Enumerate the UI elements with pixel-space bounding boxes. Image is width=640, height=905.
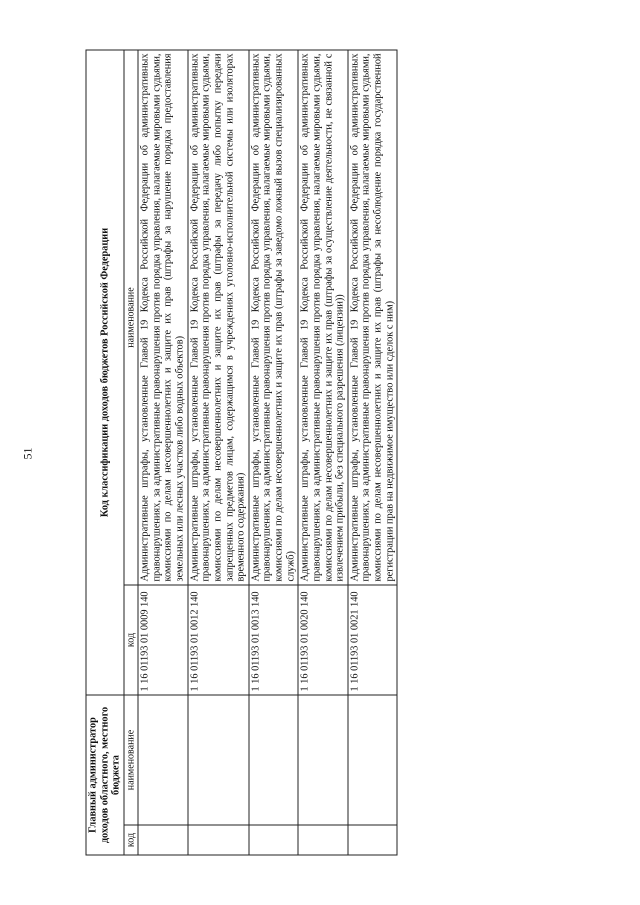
admin-name-cell [138, 695, 188, 825]
class-name-header: наименование [123, 50, 137, 585]
admin-group-header: Главный администратор доходов областного, местного бюджета [86, 695, 124, 855]
classification-name-cell: Административные штрафы, установленные Главой 19 Кодекса Российской Федерации об административных правонарушениях, за административные правонарушения против порядка управления, налагаемые мировыми судьями, комиссиями по делам несовершеннолетних и защите их прав (штрафы за несоблюдение порядка государственной регистрации прав на недвижимое имущество или сделок с ним) [347, 50, 397, 585]
admin-code-cell [138, 825, 188, 855]
admin-code-cell [347, 825, 397, 855]
table-row [298, 50, 348, 855]
classification-name-cell: Административные штрафы, установленные Главой 19 Кодекса Российской Федерации об административных правонарушениях, за административные правонарушения против порядка управления, налагаемые мировыми судьями, комиссиями по делам несовершеннолетних и защите их прав (штрафы за заведомо ложный вызов специализированных служб) [248, 50, 298, 585]
classification-name-cell: Административные штрафы, установленные Главой 19 Кодекса Российской Федерации об административных правонарушениях, за административные правонарушения против порядка управления, налагаемые мировыми судьями, комиссиями по делам несовершеннолетних и защите их прав (штрафы за нарушение порядка предоставления земельных или лесных участков либо водных объектов) [138, 50, 188, 585]
admin-name-cell [347, 695, 397, 825]
admin-name-cell [187, 695, 248, 825]
admin-code-cell [187, 825, 248, 855]
classification-code-cell: 1 16 01193 01 0009 140 [138, 585, 188, 695]
page-number: 51 [20, 447, 35, 460]
class-code-header: код [123, 585, 137, 695]
revenue-classification-table [85, 49, 397, 855]
admin-name-cell [248, 695, 298, 825]
table-row [138, 50, 188, 855]
admin-code-cell [298, 825, 348, 855]
admin-name-header: наименование [123, 695, 137, 825]
admin-code-cell [248, 825, 298, 855]
classification-code-cell: 1 16 01193 01 0013 140 [248, 585, 298, 695]
classification-name-cell: Административные штрафы, установленные Главой 19 Кодекса Российской Федерации об административных правонарушениях, за административные правонарушения против порядка управления, налагаемые мировыми судьями, комиссиями по делам несовершеннолетних и защите их прав (штрафы за передачу либо попытку передачи запрещенных предметов лицам, содержащимся в учреждениях уголовно-исполнительной системы или изоляторах временного содержания) [187, 50, 248, 585]
rotated-table-container [85, 50, 555, 855]
classification-code-cell: 1 16 01193 01 0021 140 [347, 585, 397, 695]
classification-name-cell: Административные штрафы, установленные Главой 19 Кодекса Российской Федерации об административных правонарушениях, за административные правонарушения против порядка управления, налагаемые мировыми судьями, комиссиями по делам несовершеннолетних и защите их прав (штрафы за осуществление деятельности, не связанной с извлечением прибыли, без специального разрешения (лицензии)) [298, 50, 348, 585]
classification-code-cell: 1 16 01193 01 0012 140 [187, 585, 248, 695]
admin-name-cell [298, 695, 348, 825]
table-row [187, 50, 248, 855]
table-row [347, 50, 397, 855]
table-row [248, 50, 298, 855]
admin-code-header: код [123, 825, 137, 855]
classification-code-cell: 1 16 01193 01 0020 140 [298, 585, 348, 695]
classification-group-header: Код классификации доходов бюджетов Российской Федерации [86, 50, 124, 695]
